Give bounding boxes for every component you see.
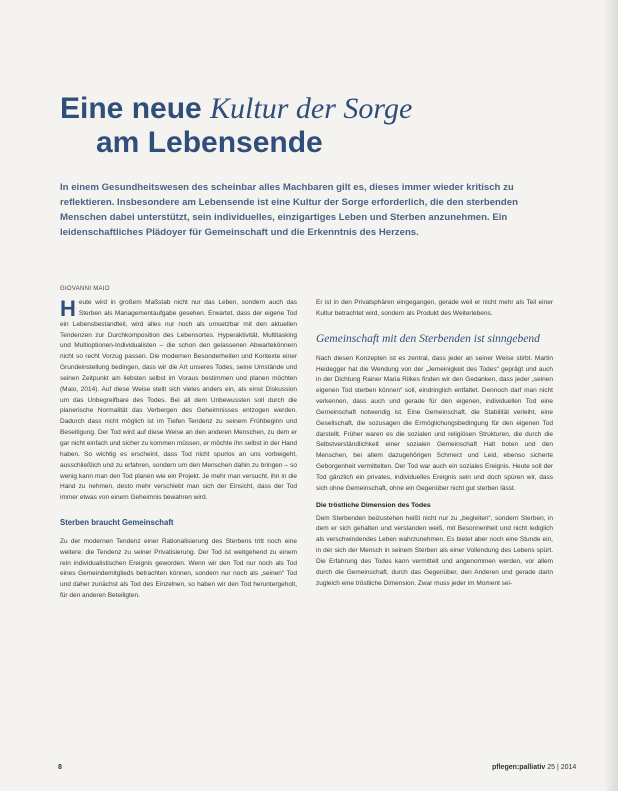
subheading-sterben: Sterben braucht Gemeinschaft: [60, 518, 174, 528]
article-author: GIOVANNI MAIO: [60, 286, 110, 292]
subheading-troestlich: Die tröstliche Dimension des Todes: [316, 501, 431, 509]
text-column-left: [60, 298, 297, 602]
paragraph: Dem Sterbenden beizustehen heißt nicht nur zu „begleiten“, sondern Sterben, in dem er sich gehalten und verstanden weiß, mit Besonnenheit und nicht lediglich als verschwindendes Leben wahrzunehmen. Es bietet aber noch eine Stunde ein, in der sich der Mensch in seinem Sterben als einer Vollendung des Lebens spürt. Die Erfahrung des Todes kann vermittelt und angenommen werden, vor allem durch die Gemeinschaft, durch das Gegenüber, den Anderen und gerade darin zugleich eine tröstliche Dimension. Zwar muss jeder im Moment sei-: [316, 514, 553, 587]
article-lead: In einem Gesundheitswesen des scheinbar alles Machbaren gilt es, dieses immer wieder kritisch zu reflektieren. Insbesondere am Lebensende ist eine Kultur der Sorge erforderlich, die den sterbenden Menschen dabei unterstützt, sein individuelles, einzigartiges Leben und Sterben anzunehmen. Ein leidenschaftliches Plädoyer für Gemeinschaft und die Erkenntnis des Herzens.: [60, 182, 518, 238]
page-spine-shadow: [604, 0, 618, 791]
drop-cap: H: [60, 296, 76, 321]
text-column-right: [316, 298, 553, 589]
magazine-footer: [492, 764, 576, 771]
issue-number: 25 | 2014: [547, 764, 577, 771]
article-title: [60, 92, 580, 160]
paragraph: [60, 298, 297, 504]
paragraph: Er ist in den Privatsphären eingegangen, gerade weil er nicht mehr als Teil einer Kultur betrachtet wird, sondern als Produkt des Weiterlebens.: [316, 299, 553, 317]
paragraph: Nach diesen Konzepten ist es zentral, dass jeder an seiner Weise stirbt. Martin Heidegger hat die Wendung von der „Jemeinigkeit des Todes“ geprägt und auch in der Dichtung Rainer Maria Rilkes finden wir den Gedanken, dass jeder „seinen eigenen Tod sterben können“ soll, eindringlich entfaltet. Dennoch darf man nicht verkennen, dass auch und gerade für den eigenen, individuellen Tod eine Gemeinschaft notwendig ist. Eine Gemeinschaft, die Stabilität verleiht, eine Gesellschaft, die sozusagen die Ermöglichungsbedingung für den eigenen Tod darstellt. Früher waren es die sozialen und religiösen Strukturen, die durch die Selbstverständlichkeit einer sozialen Gemeinschaft Halt boten und den Menschen, bei allem dazugehörigen Schmerz und Leid, ebenso sicherte Geborgenheit vermittelten. Der Tod war auch ein soziales Ereignis. Heute soll der Tod gänzlich ein privates, individuelles Ereignis sein und doch spüren wir, dass sich ohne Gemeinschaft, ohne ein Gegenüber nicht gut sterben lässt.: [316, 354, 553, 492]
page-number: 8: [58, 764, 62, 771]
paragraph: Zu der modernen Tendenz einer Rationalisierung des Sterbens tritt noch eine weitere: die Tendenz zu seiner Privatisierung. Der Tod ist weitgehend zu einem rein individualistischen Ereignis geworden. Wenn wir den Tod nur noch als Tod eines Gemeindemitglieds betrachten können, sondern nur noch als „seinen“ Tod und daher zunächst als Tod des Einzelnen, so haben wir den Tod heruntergeholt, für den anderen Beteiligten.: [60, 537, 297, 600]
subheading-gemeinschaft: Gemeinschaft mit den Sterbenden ist sinngebend: [316, 332, 540, 345]
title-line-2: am Lebensende: [96, 126, 323, 159]
magazine-name: pflegen:palliativ: [492, 764, 546, 771]
paragraph-text: eute wird in großem Maßstab nicht nur das Leben, sondern auch das Sterben als Managementaufgabe gesehen. Erwartet, dass der eigene Tod ein Lebensbestandteil, wird alles nur noch als umsetzbar mit den aktuellen Tendenzen zur Durchkomposition des Lebensortes. Hyperaktivität, Multitasking und Multioptionen-Individualisten – die schon den gelassenen Abwartekönnern nicht so recht Vorzug passen. Die modernen Besonderheiten und Kontexte einer Grundeinstellung bedingen, dass wir die Art unseres Todes, seine Umstände und seinen Zeitpunkt am liebsten selbst im Voraus bestimmen und planen möchten (Maio, 2014). Auf diese Weise stellt sich vieles anders ein, als einst Diskussion um das Unbegreifbare des Todes. Bei all dem Unbewussten soll durch die planerische Normalität das Verbergen des Geheimnisses entzogen werden. Dadurch dass nicht möglich ist im Tiefen Tendenz zu seinem Frühbeginn und Beseitigung. Der Tod wird auf diese Weise an den anderen Menschen, zu dem er gar nicht einfach und sicher zu kommen müssen, er möchte ihn selbst in der Hand haben. So wichtig es erscheint, dass Tod nicht spurlos an uns vorbeigeht, ausschließlich und zu erfahren, sondern um den Menschen dahin zu bringen – so wenig kann man den Tod planen wie ein Projekt. Je mehr man versucht, ihn in die Hand zu nehmen, desto mehr verschiebt man sich der Einsicht, dass der Tod immer etwas von einem Geheimnis bewahren wird.: [60, 299, 297, 502]
title-part-regular: Eine neue: [60, 92, 211, 125]
title-part-italic: Kultur der Sorge: [210, 92, 413, 125]
